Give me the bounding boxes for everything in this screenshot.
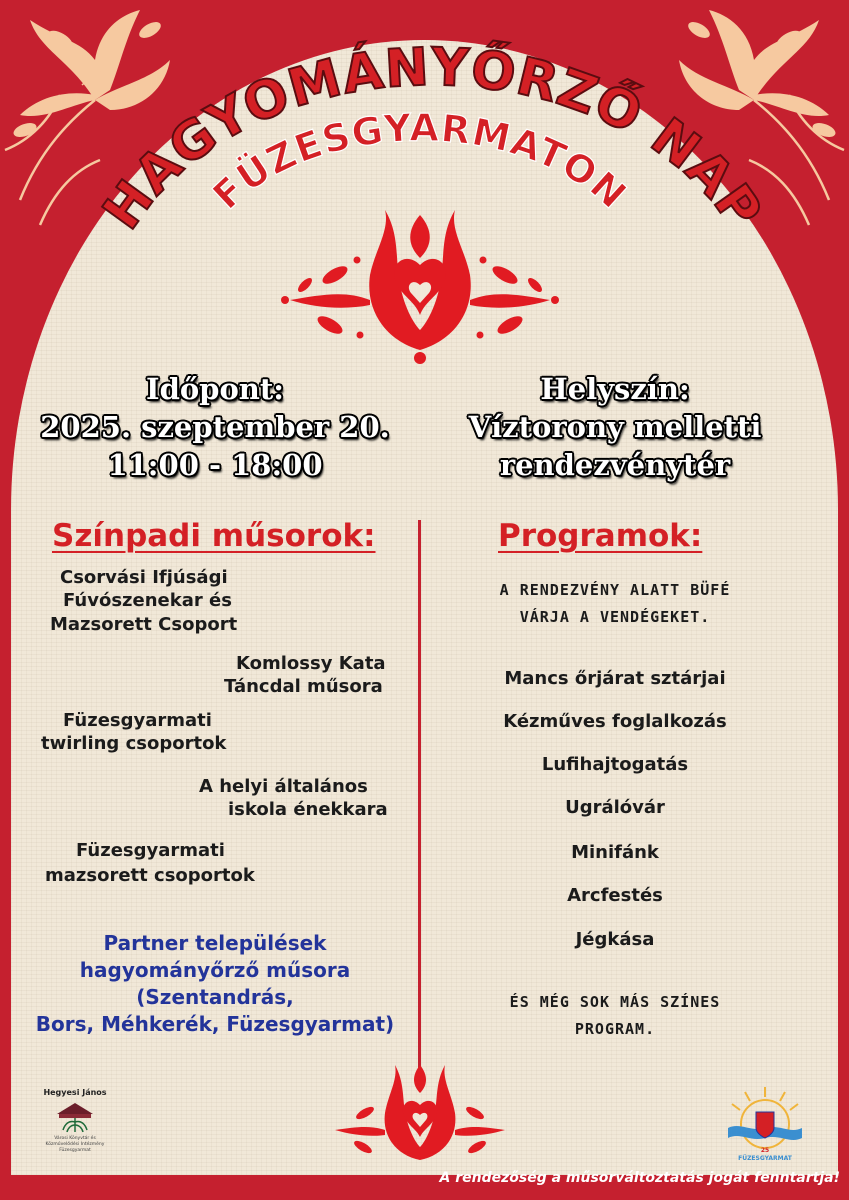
stage-item: A helyi általános [199, 776, 368, 797]
stage-item-line: iskola énekkara [228, 799, 388, 820]
stage-item-line: Fúvószenekar és [63, 590, 232, 611]
stage-heading: Színpadi műsorok: [52, 518, 376, 554]
location-label: Helyszín: [540, 372, 690, 406]
library-logo: Hegyesi János Városi Könyvtár és Közművelődési Intézmény Füzesgyarmat [30, 1088, 120, 1154]
stage-item-line: Mazsorett Csoport [50, 614, 238, 635]
library-name: Hegyesi János [43, 1088, 107, 1097]
stage-item: Füzesgyarmati [63, 710, 212, 731]
program-item: Arcfestés [567, 885, 663, 906]
partner-towns: Partner települések hagyományőrző műsora (Szentandrás, Bors, Méhkerék, Füzesgyarmat) [35, 931, 395, 1036]
town-name: FÜZESGYARMAT [738, 1155, 792, 1162]
date-time-block [20, 370, 410, 484]
column-divider [418, 520, 421, 1080]
stage-item-line: mazsorett csoportok [45, 865, 255, 886]
title-line1: HAGYOMÁNYŐRZŐ NAP [91, 37, 774, 241]
stage-item-line: Táncdal műsora [224, 676, 383, 697]
folk-tulip-bottom-motif-icon [330, 1055, 510, 1170]
event-time: 11:00 - 18:00 [107, 448, 323, 482]
folk-tulip-motif-icon [275, 190, 565, 370]
buffet-note: A RENDEZVÉNY ALATT BÜFÉ VÁRJA A VENDÉGEKET. [499, 581, 731, 626]
program-item: Jégkása [575, 929, 655, 950]
title-line2: FÜZESGYARMATON [204, 105, 636, 218]
stage-item: Csorvási Ifjúsági [60, 567, 228, 588]
program-item: Minifánk [571, 842, 659, 863]
library-tree-icon [55, 1100, 95, 1134]
location-line2: rendezvénytér [499, 448, 731, 482]
event-date: 2025. szeptember 20. [40, 410, 390, 444]
stage-item-line: twirling csoportok [41, 733, 227, 754]
program-item: Kézműves foglalkozás [503, 711, 727, 732]
footer-note: A rendezőség a műsorváltoztatás jogát fenntartja! [439, 1170, 840, 1186]
program-item: Mancs őrjárat sztárjai [504, 668, 726, 689]
location-block [440, 370, 790, 484]
date-label: Időpont: [146, 372, 284, 406]
stage-item: Füzesgyarmati [76, 840, 225, 861]
programs-heading: Programok: [498, 518, 703, 554]
town-number: 25 [760, 1147, 770, 1154]
program-item: Ugrálóvár [565, 797, 665, 818]
program-item: Lufihajtogatás [541, 754, 689, 775]
location-line1: Víztorony melletti [468, 410, 762, 444]
stage-item: Komlossy Kata [236, 653, 386, 674]
town-logo [720, 1082, 810, 1162]
more-programs-note: ÉS MÉG SOK MÁS SZÍNES PROGRAM. [509, 993, 721, 1038]
